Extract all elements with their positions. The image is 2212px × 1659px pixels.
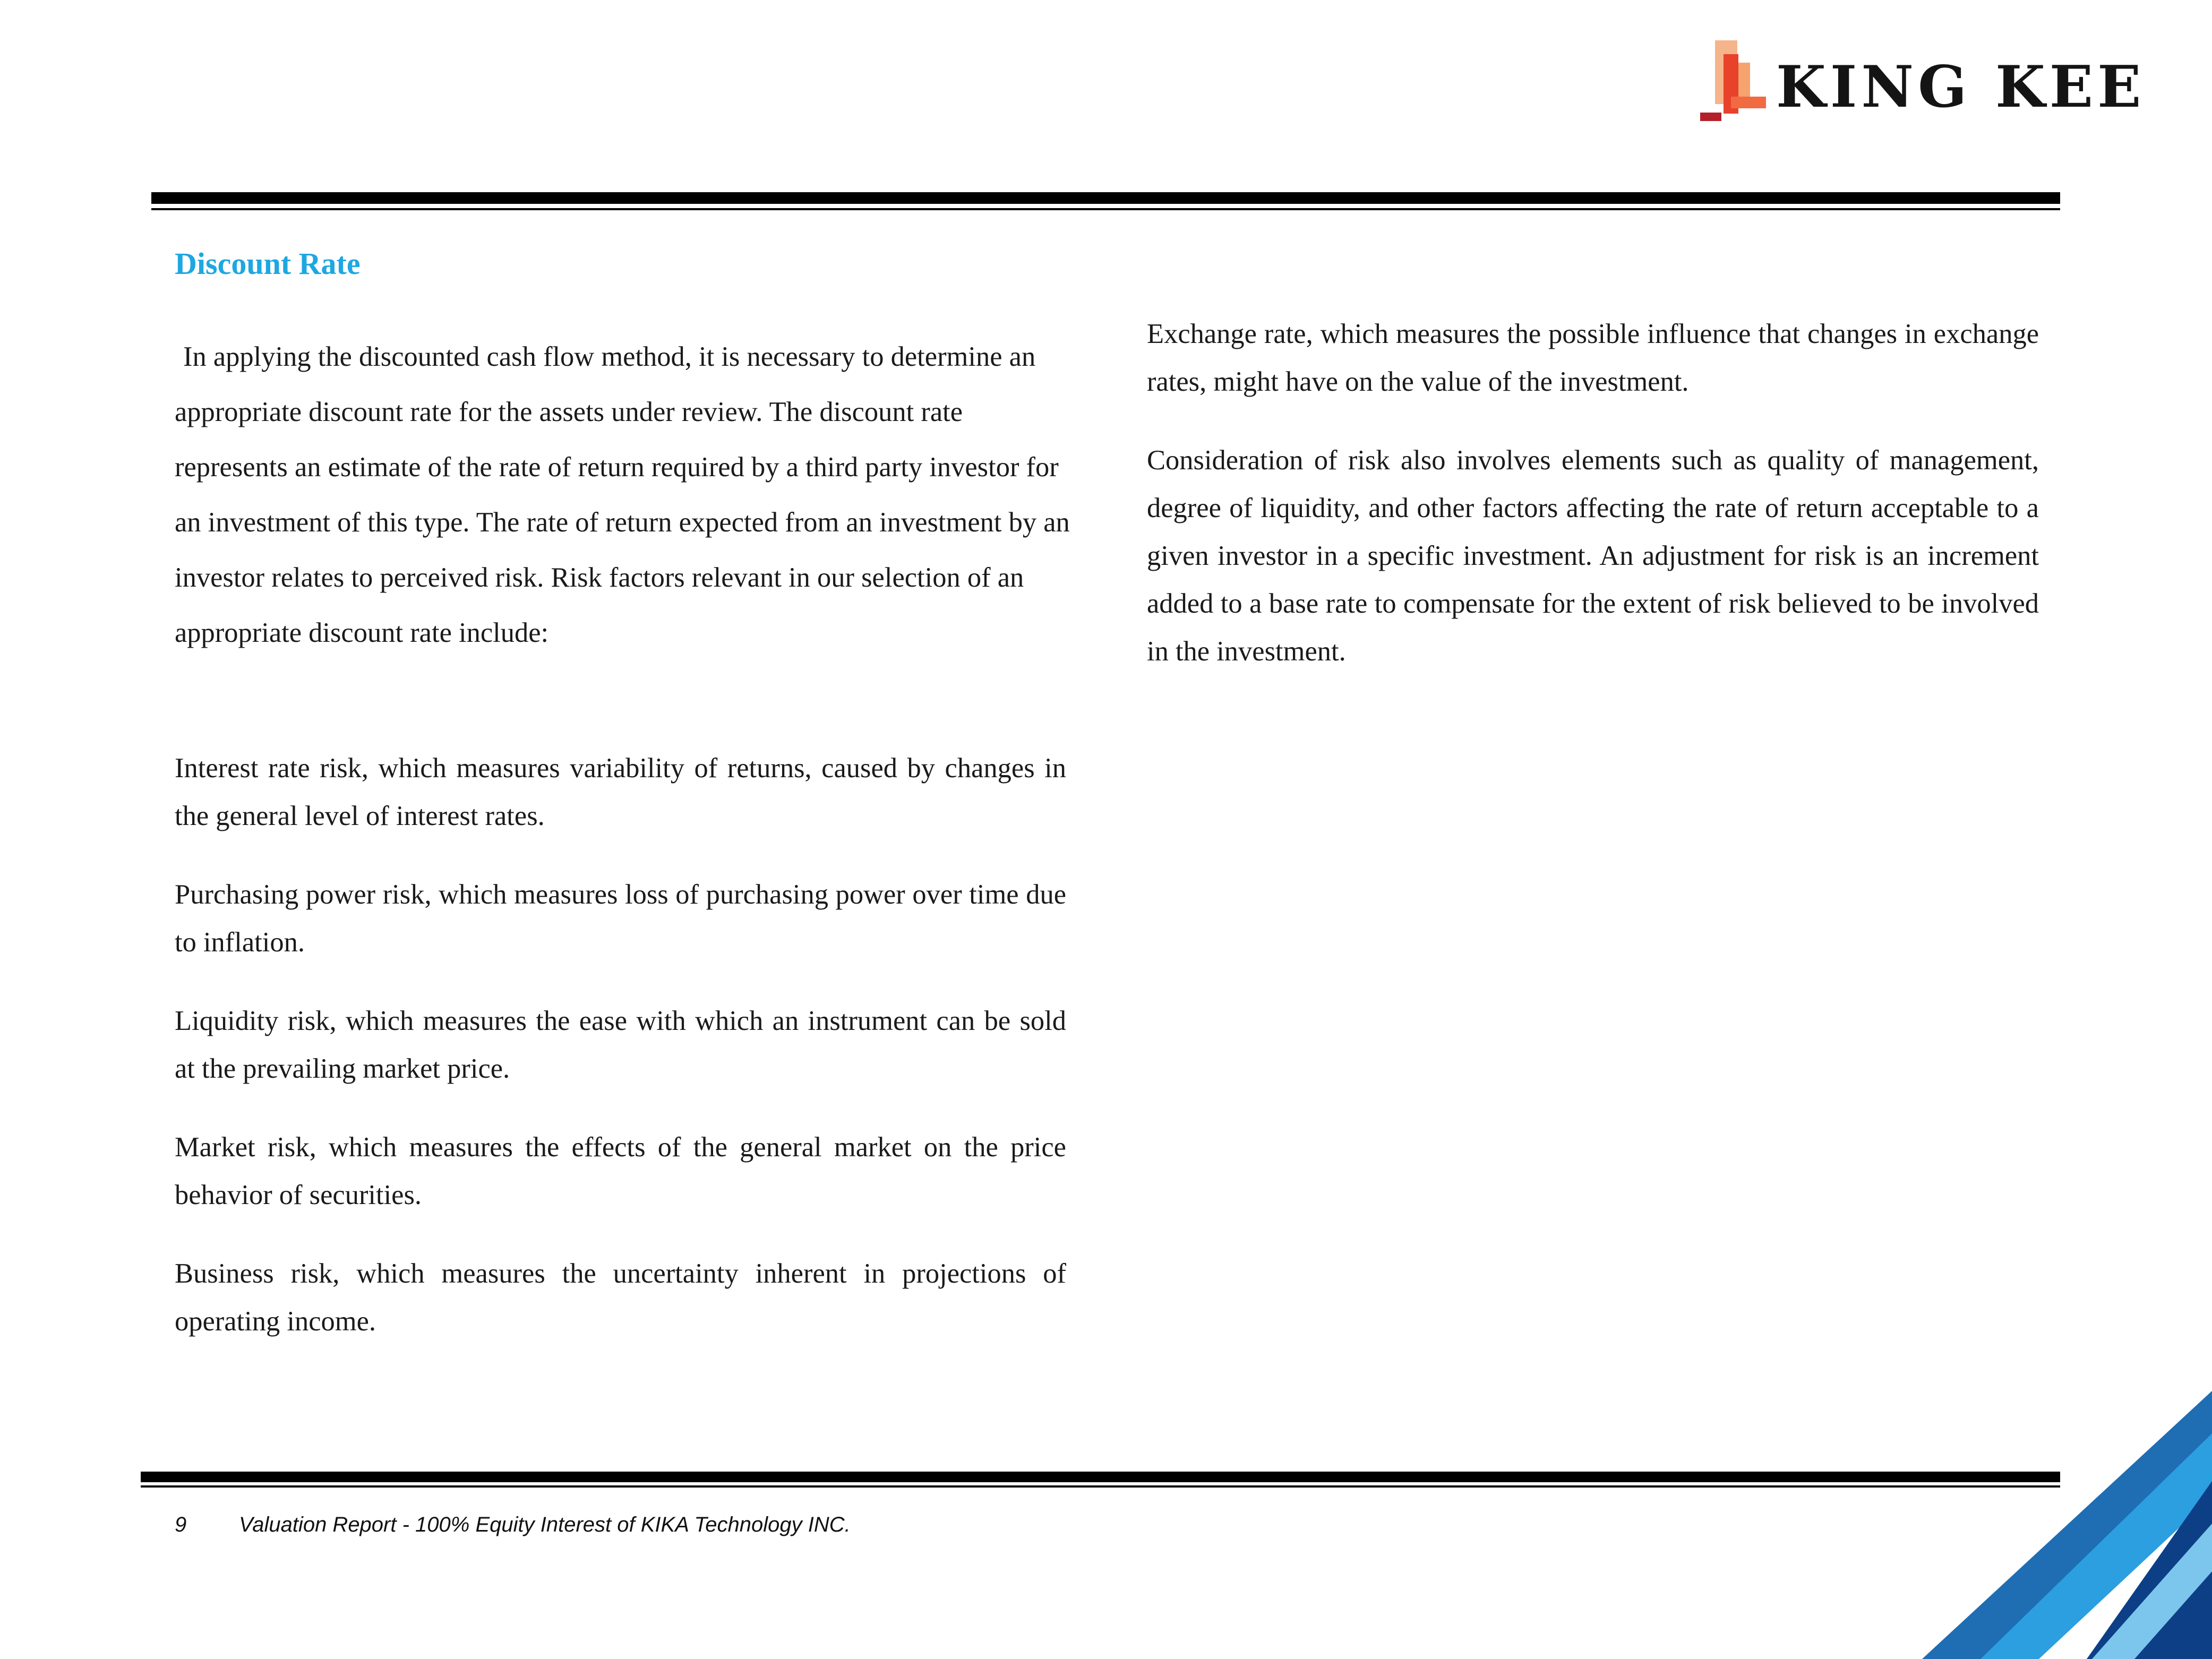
risk-item-exchange-rate: Exchange rate, which measures the possible influence that changes in exchange rates, might have on the value of the investment.	[1147, 319, 2039, 397]
page-number: 9	[175, 1513, 187, 1536]
logo-mark-icon	[1694, 38, 1773, 128]
brand-name: KING KEE	[1776, 54, 2146, 121]
intro-text: In applying the discounted cash flow method, it is necessary to determine an appropriate discount rate for the assets under review. The discount rate represents an estimate of the rate of return required by a third party investor for an investment of this type. The rate of return expected from an investment by an investor relates to perceived risk. Risk factors relevant in our selection of an appropriate discount rate include:	[175, 341, 1070, 648]
corner-decoration-icon	[1911, 1391, 2212, 1659]
risk-consideration-paragraph: Consideration of risk also involves elements such as quality of management, degree of liquidity, and other factors affecting the rate of return acceptable to a given investor in a specific investment. An adjustment for risk is an increment added to a base rate to compensate for the extent of risk believed to be involved in the investment.	[1147, 445, 2039, 667]
risk-item-business: Business risk, which measures the uncertainty inherent in projections of operating income.	[175, 1258, 1066, 1337]
right-column	[1147, 310, 2039, 706]
footer-rule-thin	[141, 1485, 2060, 1488]
intro-paragraph	[175, 329, 1077, 660]
brand-logo	[1694, 38, 2161, 128]
risk-item-market: Market risk, which measures the effects of the general market on the price behavior of securities.	[175, 1132, 1066, 1210]
risk-item-purchasing-power: Purchasing power risk, which measures loss of purchasing power over time due to inflation.	[175, 879, 1066, 958]
header-rule	[151, 192, 2060, 204]
footer-rule	[141, 1472, 2060, 1482]
footer-title: Valuation Report - 100% Equity Interest of KIKA Technology INC.	[239, 1513, 851, 1536]
risk-list	[175, 744, 1066, 1376]
risk-item-interest-rate: Interest rate risk, which measures variability of returns, caused by changes in the general level of interest rates.	[175, 753, 1066, 831]
risk-item-liquidity: Liquidity risk, which measures the ease with which an instrument can be sold at the prevailing market price.	[175, 1005, 1066, 1084]
header-rule-thin	[151, 208, 2060, 210]
section-title: Discount Rate	[175, 246, 361, 281]
